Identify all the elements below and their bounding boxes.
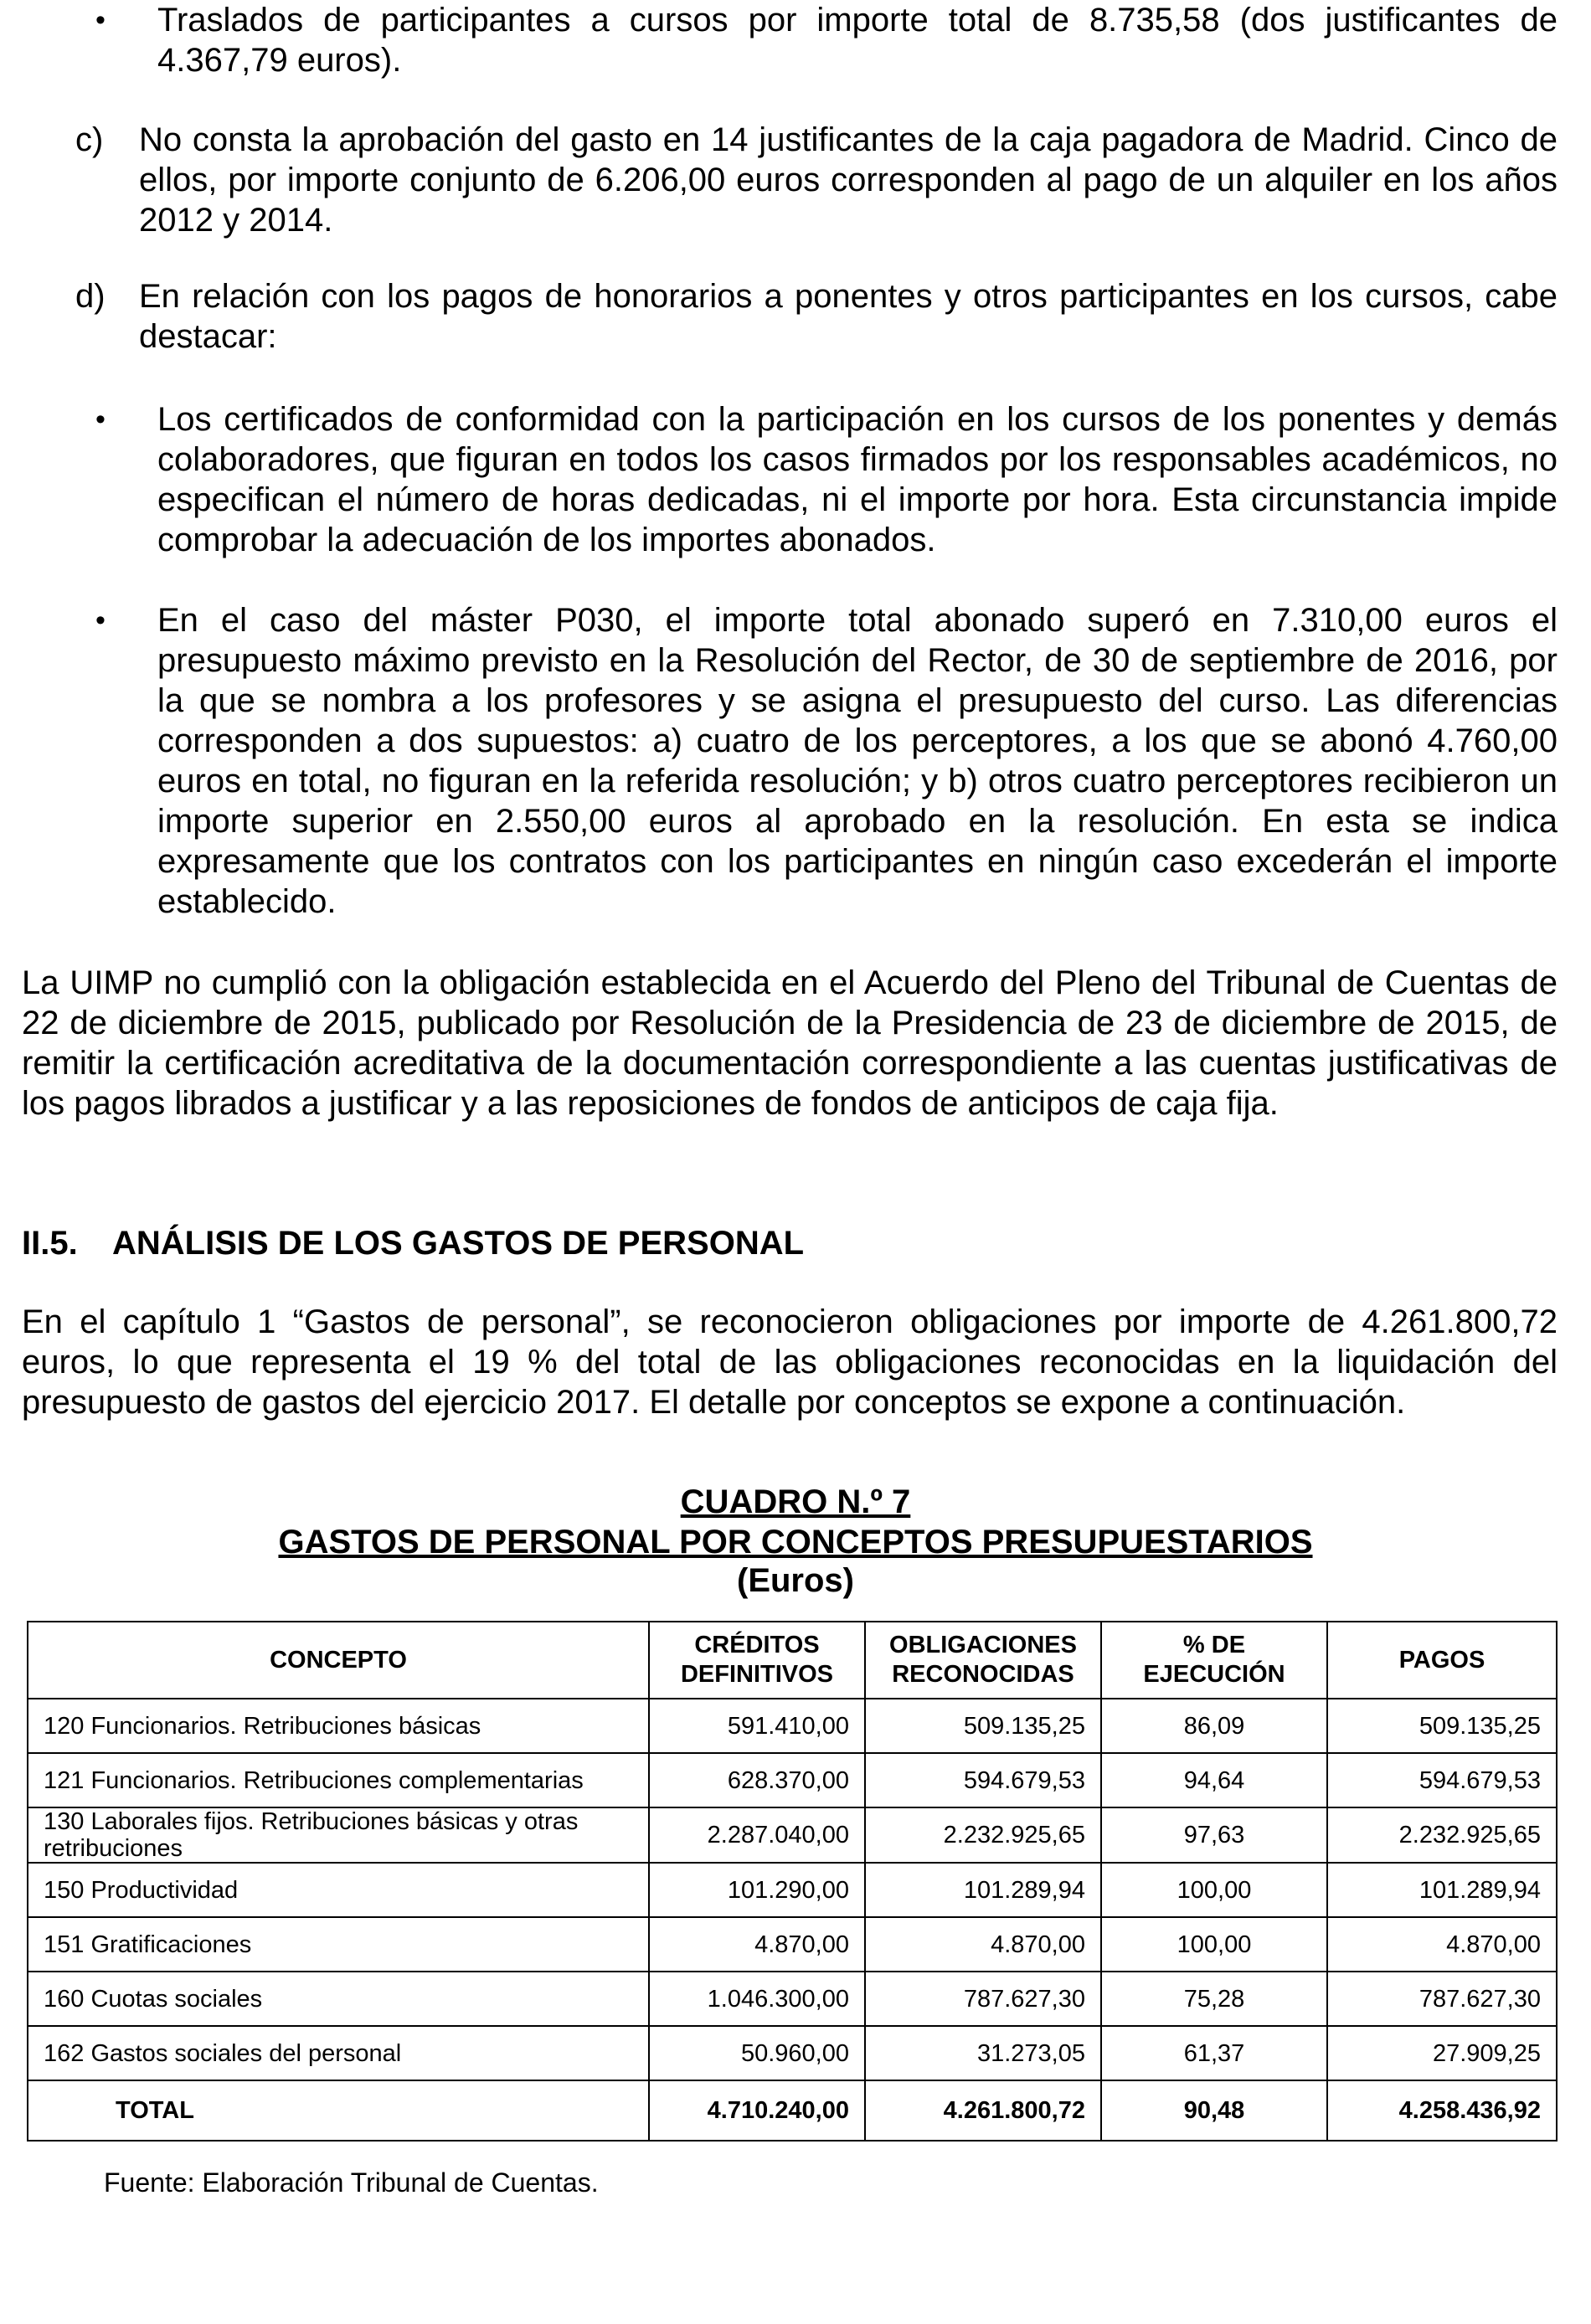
bullet-text: Traslados de participantes a cursos por importe total de 8.735,58 (dos justificantes de 4.367,79 euros). — [157, 2, 1558, 79]
cell-ejecucion: 97,63 — [1101, 1807, 1327, 1863]
cell-concepto: 151 Gratificaciones — [28, 1917, 649, 1972]
cell-pagos: 594.679,53 — [1327, 1753, 1557, 1807]
section-number: II.5. — [22, 1225, 78, 1262]
caption-line-1: CUADRO N.º 7 — [680, 1483, 911, 1520]
total-obligaciones: 4.261.800,72 — [865, 2080, 1101, 2141]
cell-pagos: 4.870,00 — [1327, 1917, 1557, 1972]
cell-pagos: 27.909,25 — [1327, 2026, 1557, 2080]
cell-creditos: 50.960,00 — [649, 2026, 865, 2080]
cell-creditos: 2.287.040,00 — [649, 1807, 865, 1863]
table-row — [28, 1807, 1557, 1863]
header-pagos: PAGOS — [1327, 1622, 1557, 1699]
item-letter: d) — [75, 278, 106, 315]
cell-creditos: 4.870,00 — [649, 1917, 865, 1972]
table-row — [28, 2026, 1557, 2080]
bullet-text: Los certificados de conformidad con la participación en los cursos de los ponentes y demás colaboradores, que figuran en todos los casos firmados por los responsables académicos, no especifican el número de horas dedicadas, ni el importe por hora. Esta circunstancia impide comprobar la adecuación de los importes abonados. — [157, 401, 1558, 558]
personnel-expenses-table — [27, 1621, 1558, 2141]
cell-creditos: 628.370,00 — [649, 1753, 865, 1807]
table-row — [28, 1699, 1557, 1753]
cell-obligaciones: 31.273,05 — [865, 2026, 1101, 2080]
cell-obligaciones: 594.679,53 — [865, 1753, 1101, 1807]
cell-obligaciones: 509.135,25 — [865, 1699, 1101, 1753]
paragraph-capitulo: En el capítulo 1 “Gastos de personal”, se reconocieron obligaciones por importe de 4.261.800,72 euros, lo que representa el 19 % del total de las obligaciones reconocidas en la liquidación del presupuesto de gastos del ejercicio 2017. El detalle por conceptos se expone a continuación. — [22, 1303, 1558, 1421]
bullet-marker: • — [95, 604, 106, 636]
item-letter: c) — [75, 121, 104, 158]
table-caption-units: (Euros) — [737, 1562, 854, 1599]
table-header-row — [28, 1622, 1557, 1699]
cell-ejecucion: 75,28 — [1101, 1972, 1327, 2026]
table-caption-number — [0, 1482, 1591, 1522]
cell-concepto: 162 Gastos sociales del personal — [28, 2026, 649, 2080]
bullet-marker: • — [95, 4, 106, 36]
cell-ejecucion: 61,37 — [1101, 2026, 1327, 2080]
cell-concepto: 121 Funcionarios. Retribuciones complementarias — [28, 1753, 649, 1807]
table-row — [28, 1863, 1557, 1917]
cell-pagos: 2.232.925,65 — [1327, 1807, 1557, 1863]
total-pagos: 4.258.436,92 — [1327, 2080, 1557, 2141]
cell-creditos: 591.410,00 — [649, 1699, 865, 1753]
cell-concepto: 120 Funcionarios. Retribuciones básicas — [28, 1699, 649, 1753]
cell-ejecucion: 94,64 — [1101, 1753, 1327, 1807]
cell-concepto: 160 Cuotas sociales — [28, 1972, 649, 2026]
bullet-text: En el caso del máster P030, el importe total abonado superó en 7.310,00 euros el presupuesto máximo previsto en la Resolución del Rector, de 30 de septiembre de 2016, por la que se nombra a los profesores y se asigna el presupuesto del curso. Las diferencias corresponden a dos supuestos: a) cuatro de los perceptores, a los que se abonó 4.760,00 euros en total, no figuran en la referida resolución; y b) otros cuatro perceptores recibieron un importe superior en 2.550,00 euros al aprobado en la resolución. En esta se indica expresamente que los contratos con los participantes en ningún caso excederán el importe establecido. — [157, 602, 1558, 920]
paragraph-uimp: La UIMP no cumplió con la obligación establecida en el Acuerdo del Pleno del Tribunal de Cuentas de 22 de diciembre de 2015, publicado por Resolución de la Presidencia de 23 de diciembre de 2015, de remitir la certificación acreditativa de la documentación correspondiente a las cuentas justificativas de los pagos librados a justificar y a las reposiciones de fondos de anticipos de caja fija. — [22, 964, 1558, 1122]
cell-obligaciones: 2.232.925,65 — [865, 1807, 1101, 1863]
table-total-row — [28, 2080, 1557, 2141]
cell-concepto: 130 Laborales fijos. Retribuciones básicas y otras retribuciones — [28, 1807, 649, 1863]
section-title: ANÁLISIS DE LOS GASTOS DE PERSONAL — [112, 1225, 805, 1262]
total-label: TOTAL — [28, 2080, 649, 2141]
cell-concepto: 150 Productividad — [28, 1863, 649, 1917]
table-row — [28, 1972, 1557, 2026]
cell-obligaciones: 787.627,30 — [865, 1972, 1101, 2026]
total-creditos: 4.710.240,00 — [649, 2080, 865, 2141]
cell-creditos: 101.290,00 — [649, 1863, 865, 1917]
table-source-note: Fuente: Elaboración Tribunal de Cuentas. — [104, 2167, 599, 2198]
cell-pagos: 509.135,25 — [1327, 1699, 1557, 1753]
item-text: En relación con los pagos de honorarios a ponentes y otros participantes en los cursos, cabe destacar: — [139, 278, 1558, 355]
cell-pagos: 101.289,94 — [1327, 1863, 1557, 1917]
cell-obligaciones: 101.289,94 — [865, 1863, 1101, 1917]
cell-obligaciones: 4.870,00 — [865, 1917, 1101, 1972]
table-caption-title — [0, 1522, 1591, 1562]
cell-ejecucion: 86,09 — [1101, 1699, 1327, 1753]
cell-creditos: 1.046.300,00 — [649, 1972, 865, 2026]
total-ejecucion: 90,48 — [1101, 2080, 1327, 2141]
bullet-marker: • — [95, 404, 106, 435]
table-row — [28, 1753, 1557, 1807]
header-obligaciones: OBLIGACIONES RECONOCIDAS — [865, 1622, 1101, 1699]
header-creditos: CRÉDITOS DEFINITIVOS — [649, 1622, 865, 1699]
table-row — [28, 1917, 1557, 1972]
cell-ejecucion: 100,00 — [1101, 1863, 1327, 1917]
cell-pagos: 787.627,30 — [1327, 1972, 1557, 2026]
caption-line-2: GASTOS DE PERSONAL POR CONCEPTOS PRESUPUESTARIOS — [278, 1524, 1313, 1560]
cell-ejecucion: 100,00 — [1101, 1917, 1327, 1972]
item-text: No consta la aprobación del gasto en 14 justificantes de la caja pagadora de Madrid. Cinco de ellos, por importe conjunto de 6.206,00 euros corresponden al pago de un alquiler en los años 2012 y 2014. — [139, 121, 1558, 239]
header-ejecucion: % DE EJECUCIÓN — [1101, 1622, 1327, 1699]
section-heading — [22, 1223, 804, 1263]
header-concepto: CONCEPTO — [28, 1622, 649, 1699]
